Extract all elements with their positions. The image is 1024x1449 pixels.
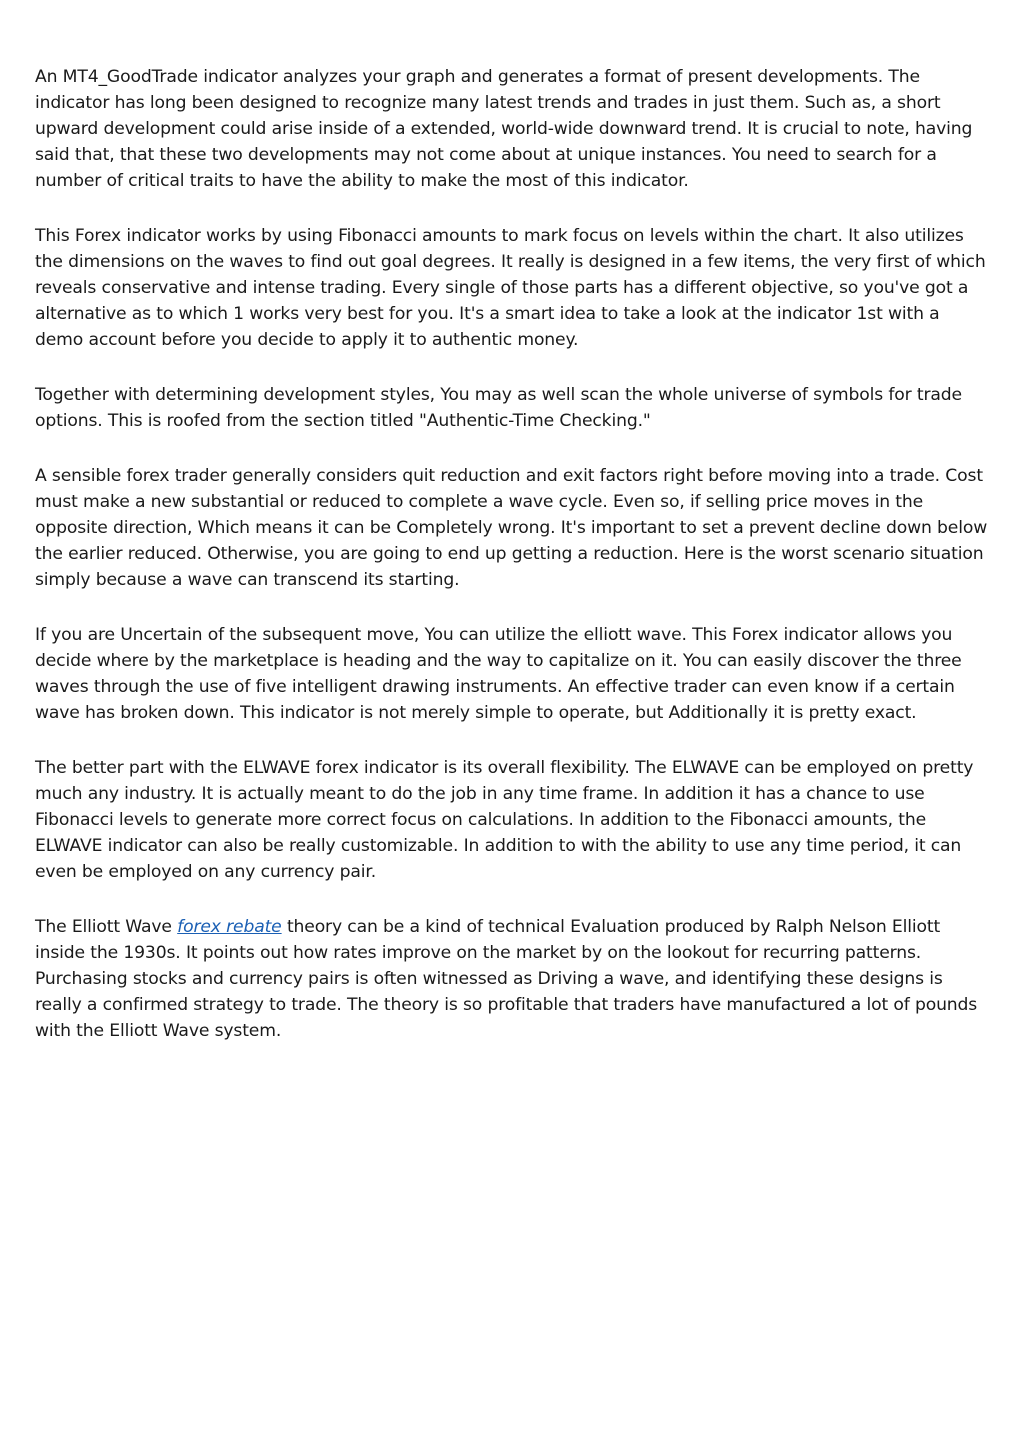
paragraph-2: This Forex indicator works by using Fibonacci amounts to mark focus on levels within the chart. It also utilizes the dimensions on the waves to find out goal degrees. It really is designed in a few items, the very first of which reveals conservative and intense trading. Every single of those parts has a different objective, so you've got a alternative as to which 1 works very best for you. It's a smart idea to take a look at the indicator 1st with a demo account before you decide to apply it to authentic money. xyxy=(35,226,986,350)
forex-rebate-link[interactable]: forex rebate xyxy=(177,917,282,937)
paragraph-7-start: The Elliott Wave xyxy=(35,917,178,937)
paragraph-6: The better part with the ELWAVE forex indicator is its overall flexibility. The ELWAVE can be employed on pretty much any industry. It is actually meant to do the job in any time frame. In addition it has a chance to use Fibonacci levels to generate more correct focus on calculations. In addition to the Fibonacci amounts, the ELWAVE indicator can also be really customizable. In addition to with the ability to use any time period, it can even be employed on any currency pair. xyxy=(35,758,974,882)
paragraph-5: If you are Uncertain of the subsequent move, You can utilize the elliott wave. This Forex indicator allows you decide where by the marketplace is heading and the way to capitalize on it. You can easily discover the three waves through the use of five intelligent drawing instruments. An effective trader can even know if a certain wave has broken down. This indicator is not merely simple to operate, but Additionally it is pretty exact. xyxy=(35,625,962,723)
paragraph-3: Together with determining development styles, You may as well scan the whole universe of symbols for trade options. This is roofed from the section titled "Authentic-Time Checking." xyxy=(35,385,962,431)
paragraph-1: An MT4_GoodTrade indicator analyzes your graph and generates a format of present developments. The indicator has long been designed to recognize many latest trends and trades in just them. Such as, a short upward development could arise inside of a extended, world-wide downward trend. It is crucial to note, having said that, that these two developments may not come about at unique instances. You need to search for a number of critical traits to have the ability to make the most of this indicator. xyxy=(35,67,973,191)
article-body xyxy=(35,64,991,1073)
paragraph-4: A sensible forex trader generally considers quit reduction and exit factors right before moving into a trade. Cost must make a new substantial or reduced to complete a wave cycle. Even so, if selling price moves in the opposite direction, Which means it can be Completely wrong. It's important to set a prevent decline down below the earlier reduced. Otherwise, you are going to end up getting a reduction. Here is the worst scenario situation simply because a wave can transcend its starting. xyxy=(35,466,988,590)
paragraph-7-end: theory can be a kind of technical Evaluation produced by Ralph Nelson Elliott inside the 1930s. It points out how rates improve on the market by on the lookout for recurring patterns. Purchasing stocks and currency pairs is often witnessed as Driving a wave, and identifying these designs is really a confirmed strategy to trade. The theory is so profitable that traders have manufactured a lot of pounds with the Elliott Wave system. xyxy=(35,917,978,1041)
paragraph-7 xyxy=(35,914,991,1044)
